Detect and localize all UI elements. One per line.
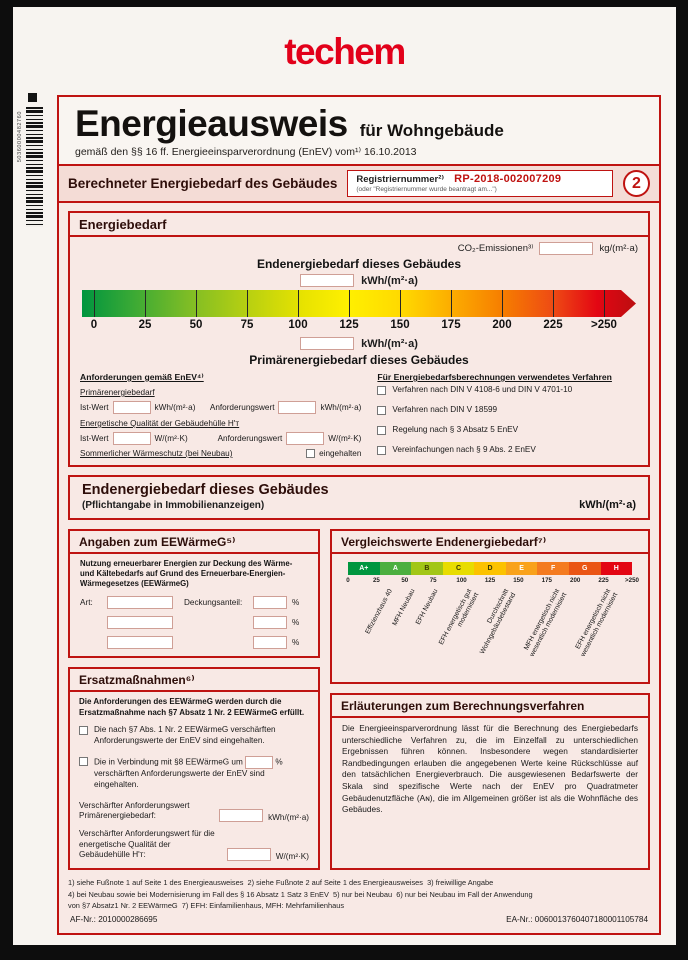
deckungsanteil-label: Deckungsanteil: — [184, 598, 243, 608]
footnotes — [68, 877, 650, 911]
registration-number-label: Registriernummer²⁾ — [356, 174, 445, 185]
form-content — [59, 203, 659, 933]
efficiency-class: C — [443, 562, 475, 575]
deckungsanteil-input[interactable] — [253, 616, 287, 629]
footnote-line: 4) bei Neubau sowie bei Modernisierung im Fall des § 16 Absatz 1 Satz 3 EnEV 5) nur bei Neubau 6) nur bei Neubau im Fall der Anwendung — [68, 889, 533, 899]
gebaeudehuelle-heading: Energetische Qualität der Gebäudehülle H'ᴛ — [80, 419, 240, 428]
document-title-suffix: für Wohngebäude — [359, 121, 504, 140]
verfahren-option-row — [377, 425, 638, 435]
co2-row — [80, 242, 638, 255]
scale-tick — [400, 290, 401, 317]
efficiency-class: E — [506, 562, 538, 575]
vergleich-scale-labels — [346, 577, 639, 587]
verfahren-checkbox[interactable] — [377, 406, 386, 415]
ersatz-req2-input[interactable] — [227, 848, 271, 861]
reference-label: EFH energetisch nicht wesentlich modernisiert — [575, 588, 620, 658]
endband-title: Endenergiebedarf dieses Gebäudes — [82, 482, 329, 498]
primaer-unit: kWh/(m²·a) — [361, 337, 418, 350]
verfahren-option-row — [377, 385, 638, 395]
registration-number-box — [347, 170, 613, 197]
lower-grid — [68, 529, 650, 870]
document-title: Energieausweis — [75, 103, 348, 144]
efficiency-class-row — [348, 562, 632, 575]
verfahren-option-label: Regelung nach § 3 Absatz 5 EnEV — [392, 425, 519, 434]
footnote-line: von §7 Absatz1 Nr. 2 EEWärmeG 7) EFH: Einfamilienhaus, MFH: Mehrfamilienhaus — [68, 901, 345, 910]
percent-input[interactable] — [245, 756, 273, 769]
eewaermeg-description: Nutzung erneuerbarer Energien zur Deckung des Wärme- und Kältebedarfs auf Grund des Erneuerbare-Energien-Wärmegesetzes (EEWärmeG) — [80, 559, 293, 589]
ersatz-check2-post: % verschärften Anforderungswerte der EnEV sind eingehalten. — [94, 758, 283, 790]
certificate-form — [57, 95, 661, 935]
endenergie-input[interactable] — [300, 274, 354, 287]
reference-label: EFH Neubau — [414, 588, 440, 626]
left-column — [68, 529, 320, 870]
percent-sign: % — [292, 638, 300, 648]
regulation-line: gemäß den §§ 16 ff. Energieeinsparverordnung (EnEV) vom¹⁾ 16.10.2013 — [75, 146, 417, 158]
scale-tick — [298, 290, 299, 317]
endenergie-label: Endenergiebedarf dieses Gebäudes — [256, 257, 462, 271]
scale-tick — [604, 290, 605, 317]
endband-unit: kWh/(m²·a) — [579, 499, 636, 511]
scale-tick-label: 125 — [339, 319, 359, 331]
ersatz-description: Die Anforderungen des EEWärmeG werden durch die Ersatzmaßnahme nach §7 Absatz 1 Nr. 2 EEWärmeG erfüllt. — [79, 697, 305, 717]
vergleich-tick-label: 150 — [513, 577, 524, 584]
right-column — [330, 529, 650, 870]
certificate-page — [13, 7, 676, 945]
section-energiebedarf — [68, 211, 650, 467]
ersatz-check2-pre: Die in Verbindung mit §8 EEWärmeG um — [94, 758, 243, 768]
ist-wert-unit: W/(m²·K) — [154, 434, 188, 443]
sommer-row — [80, 449, 361, 458]
vergleich-title: Vergleichswerte Endenergiebedarf⁷⁾ — [332, 531, 648, 554]
efficiency-class: G — [569, 562, 601, 575]
ersatz-check-row — [79, 756, 309, 790]
vergleich-tick-label: 0 — [346, 577, 350, 584]
erlaeuterungen-title: Erläuterungen zum Berechnungsverfahren — [332, 695, 648, 718]
scale-tick — [196, 290, 197, 317]
scale-tick — [145, 290, 146, 317]
reference-label: MFH energetisch nicht wesentlich modernisiert — [523, 588, 569, 658]
percent-sign: % — [292, 598, 300, 608]
deckungsanteil-input[interactable] — [253, 636, 287, 649]
barcode-bars — [26, 107, 43, 227]
eewaermeg-row — [80, 636, 308, 649]
art-input[interactable] — [107, 636, 173, 649]
scale-tick — [553, 290, 554, 317]
art-input[interactable] — [107, 616, 173, 629]
primaer-requirements-row — [80, 401, 361, 414]
verfahren-option-row — [377, 405, 638, 415]
energiebedarf-body — [70, 237, 648, 465]
scale-tick — [349, 290, 350, 317]
anforderungswert-unit: W/(m²·K) — [328, 434, 362, 443]
document-id-row — [68, 915, 650, 924]
footnote-line: 1) siehe Fußnote 1 auf Seite 1 des Energieausweises 2) siehe Fußnote 2 auf Seite 1 des Energieausweises 3) freiwillige Angabe — [68, 878, 494, 888]
ersatz-req1-input[interactable] — [219, 809, 263, 822]
section-endenergiebedarf-band — [68, 475, 650, 520]
section-erlaeuterungen — [330, 693, 650, 870]
co2-unit: kg/(m²·a) — [599, 243, 638, 254]
ersatz-title: Ersatzmaßnahmen⁶⁾ — [70, 669, 318, 692]
endband-subtitle: (Pflichtangabe in Immobilienanzeigen) — [82, 500, 265, 511]
energy-scale-labels — [90, 319, 617, 334]
ersatz-checkbox[interactable] — [79, 757, 88, 766]
erlaeuterungen-body — [332, 718, 648, 823]
registration-number-value: RP-2018-002007209 — [454, 173, 562, 185]
section-eewaermeg — [68, 529, 320, 658]
vergleich-tick-label: 75 — [429, 577, 437, 584]
energiebedarf-title: Energiebedarf — [70, 213, 648, 237]
primaer-input[interactable] — [300, 337, 354, 350]
primaer-value-row — [80, 337, 638, 350]
anforderungswert-label: Anforderungswert — [217, 434, 283, 443]
ersatz-req1-unit: kWh/(m²·a) — [268, 813, 309, 823]
scale-tick — [94, 290, 95, 317]
ersatz-requirement-row — [79, 801, 309, 822]
ersatz-req2-unit: W/(m²·K) — [275, 852, 309, 862]
ist-wert-input[interactable] — [113, 432, 151, 445]
band-title: Berechneter Energiebedarf des Gebäudes — [68, 176, 338, 191]
anforderungswert-unit: kWh/(m²·a) — [320, 403, 362, 412]
vergleich-tick-label: 175 — [541, 577, 552, 584]
scale-tick — [451, 290, 452, 317]
anforderungswert-label: Anforderungswert — [209, 403, 275, 412]
vergleich-tick-label: 25 — [372, 577, 380, 584]
reference-label: Effizienzhaus 40 — [364, 588, 394, 636]
ea-number: EA-Nr.: 0060013760407180001105784 — [506, 915, 648, 925]
eewaermeg-row — [80, 596, 308, 609]
efficiency-class: A+ — [348, 562, 380, 575]
reference-label: EFH energetisch gut modernisiert — [438, 588, 481, 647]
sommer-check-label: eingehalten — [319, 449, 362, 458]
title-row — [75, 105, 643, 142]
scale-tick-label: 175 — [441, 319, 461, 331]
efficiency-class: B — [411, 562, 443, 575]
scale-tick-label: 50 — [189, 319, 203, 331]
vergleich-tick-label: >250 — [625, 577, 639, 584]
vergleich-tick-label: 225 — [598, 577, 609, 584]
scale-tick-label: 75 — [240, 319, 254, 331]
scale-tick — [502, 290, 503, 317]
erlaeuterungen-text: Die Energieeinsparverordnung lässt für die Berechnung des Energiebedarfs unterschiedliche Verfahren zu, die im Einzelfall zu unterschiedlichen Ergebnissen führen können. Insbesondere wegen standardisierter Randbedingungen erlauben die angegebenen Werte keine Rückschlüsse auf den tatsächlichen Energieverbrauch. Die ausgewiesenen Bedarfswerte der Skala sind spezifische Werte nach der EnEV pro Quadratmeter Gebäudenutzfläche (Aɴ), die im Allgemeinen größer ist als die Wohnfläche des Gebäudes. — [342, 723, 638, 815]
scale-tick-label: 200 — [492, 319, 512, 331]
energy-scale — [82, 290, 636, 334]
scale-tick-label: 150 — [390, 319, 410, 331]
endband-text — [82, 482, 329, 511]
af-number: AF-Nr.: 2010000286695 — [70, 915, 158, 925]
efficiency-class: F — [537, 562, 569, 575]
efficiency-class: H — [601, 562, 633, 575]
eewaermeg-body — [70, 554, 318, 656]
barcode-number: 50360000482760 — [17, 111, 23, 163]
anforderungen-title: Anforderungen gemäß EnEV⁴⁾ — [80, 372, 204, 382]
anforderungen-column — [80, 372, 361, 458]
art-label: Art: — [80, 598, 93, 608]
vergleich-tick-label: 200 — [570, 577, 581, 584]
techem-logo: techem — [284, 31, 405, 72]
vergleich-reference-labels — [348, 588, 632, 680]
primaer-label: Primärenergiebedarf dieses Gebäudes — [249, 353, 469, 367]
huelle-requirements-row — [80, 432, 361, 445]
masthead — [59, 97, 659, 164]
scale-tick-label: 225 — [543, 319, 563, 331]
vergleich-tick-label: 50 — [401, 577, 409, 584]
verfahren-option-label: Verfahren nach DIN V 18599 — [392, 405, 498, 414]
verfahren-title: Für Energiebedarfsberechnungen verwendetes Verfahren — [377, 372, 612, 382]
co2-input[interactable] — [539, 242, 593, 255]
eewaermeg-title: Angaben zum EEWärmeG⁵⁾ — [70, 531, 318, 554]
verfahren-option-label: Vereinfachungen nach § 9 Abs. 2 EnEV — [392, 445, 536, 454]
ist-wert-label: Ist-Wert — [80, 403, 109, 412]
section-vergleichswerte — [330, 529, 650, 684]
verfahren-checkbox[interactable] — [377, 446, 386, 455]
verfahren-checkbox[interactable] — [377, 386, 386, 395]
primaerenergiebedarf-heading: Primärenergiebedarf — [80, 388, 155, 397]
energy-scale-ticks — [94, 290, 604, 317]
vergleich-body — [332, 554, 648, 682]
eewaermeg-row — [80, 616, 308, 629]
verfahren-option-row — [377, 445, 638, 455]
ersatz-checkbox[interactable] — [79, 726, 88, 735]
registration-number-line — [356, 173, 604, 185]
verfahren-column — [377, 372, 638, 458]
deckungsanteil-input[interactable] — [253, 596, 287, 609]
section-ersatzmassnahmen — [68, 667, 320, 870]
vergleich-tick-label: 100 — [456, 577, 467, 584]
ist-wert-label: Ist-Wert — [80, 434, 109, 443]
energy-scale-bar — [82, 290, 636, 317]
ersatz-check-label — [94, 756, 309, 790]
verfahren-checkbox[interactable] — [377, 426, 386, 435]
vergleich-tick-label: 125 — [484, 577, 496, 584]
anforderungswert-input[interactable] — [286, 432, 324, 445]
section-band-berechneter-energiebedarf — [59, 164, 659, 203]
ist-wert-unit: kWh/(m²·a) — [154, 403, 196, 412]
ersatz-req1-label: Verschärfter Anforderungswert Primärenergiebedarf: — [79, 800, 190, 821]
registration-mark — [28, 93, 37, 102]
verfahren-option-label: Verfahren nach DIN V 4108-6 und DIN V 4701-10 — [392, 385, 573, 394]
ersatz-check-row — [79, 725, 309, 746]
endenergie-unit: kWh/(m²·a) — [361, 274, 418, 287]
scale-tick-label: 100 — [288, 319, 308, 331]
barcode — [17, 107, 46, 227]
efficiency-class: A — [380, 562, 412, 575]
scale-tick-label: 25 — [138, 319, 152, 331]
sommer-checkbox[interactable] — [306, 449, 315, 458]
scale-tick-label: 0 — [90, 319, 98, 331]
art-input[interactable] — [107, 596, 173, 609]
scale-tick — [247, 290, 248, 317]
ersatz-check-label: Die nach §7 Abs. 1 Nr. 2 EEWärmeG verschärften Anforderungswerte der EnEV sind eingehalten. — [94, 725, 276, 745]
page-number-badge: 2 — [623, 170, 650, 197]
enev-columns — [80, 372, 638, 458]
reference-label: MFH Neubau — [391, 588, 417, 627]
efficiency-class: D — [474, 562, 506, 575]
scale-tick-label: >250 — [591, 319, 617, 331]
ersatz-requirement-row — [79, 829, 309, 861]
ersatz-body — [70, 692, 318, 868]
endenergie-value-row — [80, 274, 638, 287]
anforderungswert-input[interactable] — [278, 401, 316, 414]
reference-label: Durchschnitt Wohngebäudebestand — [479, 588, 518, 656]
ersatz-req2-label: Verschärfter Anforderungswert für die energetische Qualität der Gebäudehülle H'ᴛ: — [79, 829, 215, 860]
sommer-label: Sommerlicher Wärmeschutz (bei Neubau) — [80, 449, 233, 458]
co2-label: CO₂-Emissionen³⁾ — [457, 243, 534, 254]
registration-number-note: (oder "Registriernummer wurde beantragt am...") — [356, 186, 497, 193]
percent-sign: % — [292, 618, 300, 628]
ist-wert-input[interactable] — [113, 401, 151, 414]
